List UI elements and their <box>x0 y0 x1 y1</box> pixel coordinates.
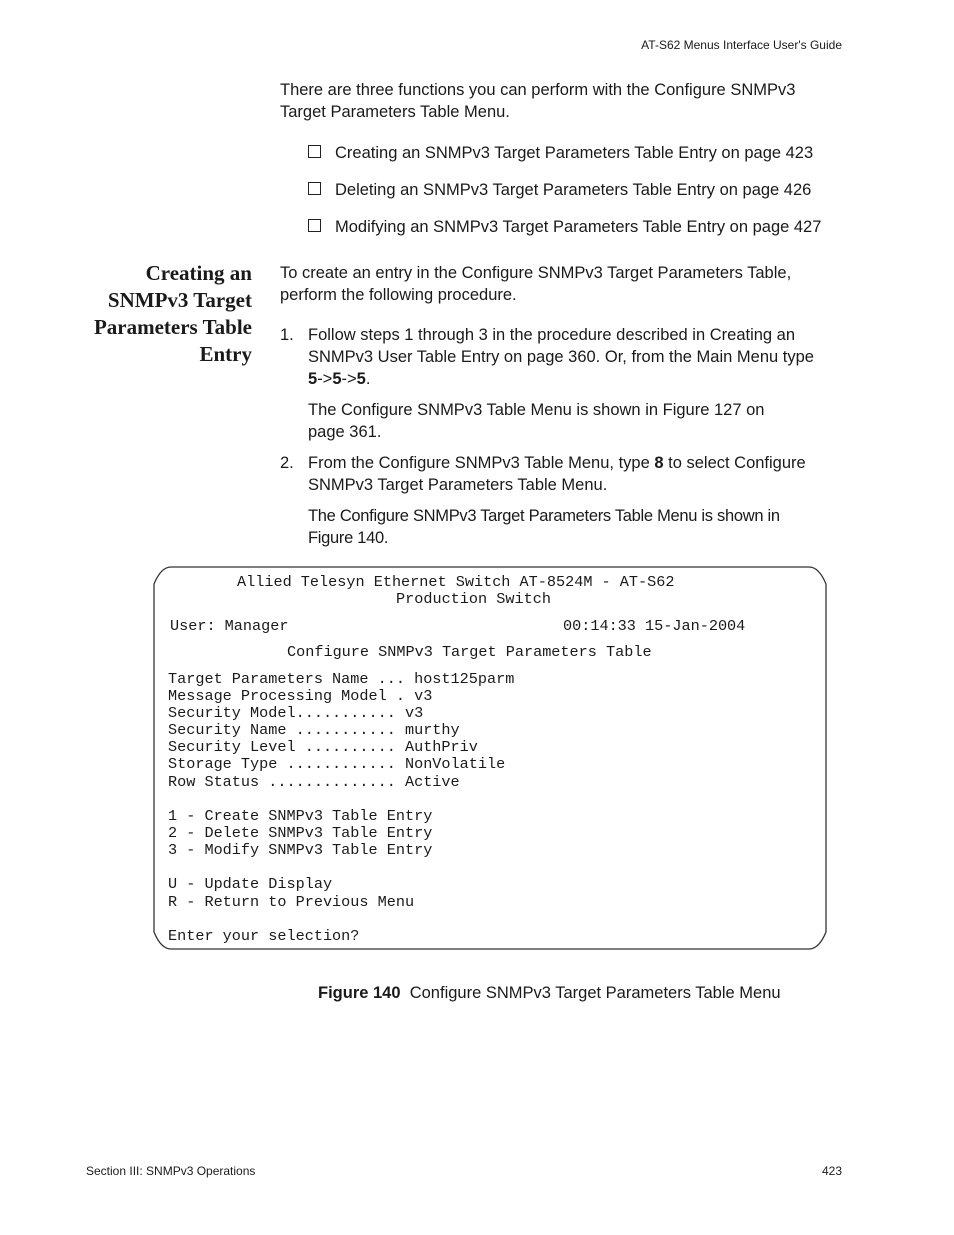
note-line: The Configure SNMPv3 Table Menu is shown in Figure 127 on <box>308 401 765 419</box>
figure-label: Figure 140 <box>318 984 401 1002</box>
step-line: Follow steps 1 through 3 in the procedure described in Creating an <box>308 326 796 344</box>
section-intro-line: perform the following procedure. <box>280 286 517 304</box>
bullet-item-creating[interactable] <box>308 142 813 164</box>
section-intro <box>280 262 791 306</box>
period: . <box>365 370 371 388</box>
note-line: Figure 140. <box>308 529 389 547</box>
key: 8 <box>654 454 664 472</box>
arrow: -> <box>341 370 357 388</box>
step-line <box>308 452 845 474</box>
terminal-subtitle: Production Switch <box>396 590 551 608</box>
terminal-field: Security Level .......... AuthPriv <box>168 738 478 756</box>
checkbox-bullet-icon <box>308 145 321 158</box>
terminal-title: Allied Telesyn Ethernet Switch AT-8524M - AT-S62 <box>237 573 675 591</box>
step-number: 2. <box>280 454 294 472</box>
arrow: -> <box>317 370 333 388</box>
terminal-field: Security Model........... v3 <box>168 704 424 722</box>
note-line: page 361. <box>308 423 382 441</box>
bullet-link[interactable]: Deleting an SNMPv3 Target Parameters Table Entry on page 426 <box>335 181 812 199</box>
checkbox-bullet-icon <box>308 182 321 195</box>
intro-paragraph <box>280 79 795 123</box>
heading-line: Parameters Table <box>93 315 252 339</box>
key: 5 <box>308 370 318 388</box>
terminal-timestamp: 00:14:33 15-Jan-2004 <box>563 617 746 635</box>
section-intro-line: To create an entry in the Configure SNMPv3 Target Parameters Table, <box>280 264 792 282</box>
running-header: AT-S62 Menus Interface User's Guide <box>641 38 842 52</box>
step-1 <box>280 324 845 390</box>
section-heading <box>70 260 252 368</box>
step-line: SNMPv3 User Table Entry on page 360. Or, from the Main Menu type <box>308 348 814 366</box>
heading-line: SNMPv3 Target <box>107 288 252 312</box>
step-2 <box>280 452 845 496</box>
terminal-menu-title: Configure SNMPv3 Target Parameters Table <box>287 643 652 661</box>
bullet-item-modifying[interactable] <box>308 216 821 238</box>
intro-line: There are three functions you can perform with the Configure SNMPv3 <box>280 81 796 99</box>
terminal-field: Message Processing Model . v3 <box>168 687 433 705</box>
intro-line: Target Parameters Table Menu. <box>280 103 510 121</box>
terminal-command[interactable]: U - Update Display <box>168 875 333 893</box>
terminal-field: Row Status .............. Active <box>168 773 460 791</box>
terminal-menu-option[interactable]: 2 - Delete SNMPv3 Table Entry <box>168 824 433 842</box>
note-line: The Configure SNMPv3 Target Parameters Table Menu is shown in <box>308 507 780 525</box>
heading-line: Creating an <box>145 261 252 285</box>
step-1-note <box>308 399 764 443</box>
page-number: 423 <box>821 1164 842 1178</box>
terminal-command[interactable]: R - Return to Previous Menu <box>168 893 415 911</box>
heading-line: Entry <box>199 342 252 366</box>
terminal-menu-option[interactable]: 1 - Create SNMPv3 Table Entry <box>168 807 433 825</box>
terminal-prompt[interactable]: Enter your selection? <box>168 927 360 945</box>
bullet-link[interactable]: Creating an SNMPv3 Target Parameters Table Entry on page 423 <box>335 144 814 162</box>
bullet-item-deleting[interactable] <box>308 179 811 201</box>
key: 5 <box>356 370 366 388</box>
step-line: SNMPv3 Target Parameters Table Menu. <box>308 476 608 494</box>
bullet-link[interactable]: Modifying an SNMPv3 Target Parameters Table Entry on page 427 <box>335 218 822 236</box>
checkbox-bullet-icon <box>308 219 321 232</box>
key: 5 <box>332 370 342 388</box>
terminal-menu-option[interactable]: 3 - Modify SNMPv3 Table Entry <box>168 841 433 859</box>
step-2-note <box>308 505 780 549</box>
figure-caption-text: Configure SNMPv3 Target Parameters Table Menu <box>409 984 781 1002</box>
step-number: 1. <box>280 326 294 344</box>
terminal-field: Target Parameters Name ... host125parm <box>168 670 515 688</box>
terminal-user: User: Manager <box>170 617 289 635</box>
terminal-field: Storage Type ............ NonVolatile <box>168 755 506 773</box>
step-text: to select Configure <box>663 454 806 472</box>
terminal-field: Security Name ........... murthy <box>168 721 460 739</box>
figure-caption <box>318 984 781 1003</box>
step-text: From the Configure SNMPv3 Table Menu, type <box>308 454 655 472</box>
footer-section: Section III: SNMPv3 Operations <box>86 1164 256 1178</box>
key-sequence <box>308 368 845 390</box>
